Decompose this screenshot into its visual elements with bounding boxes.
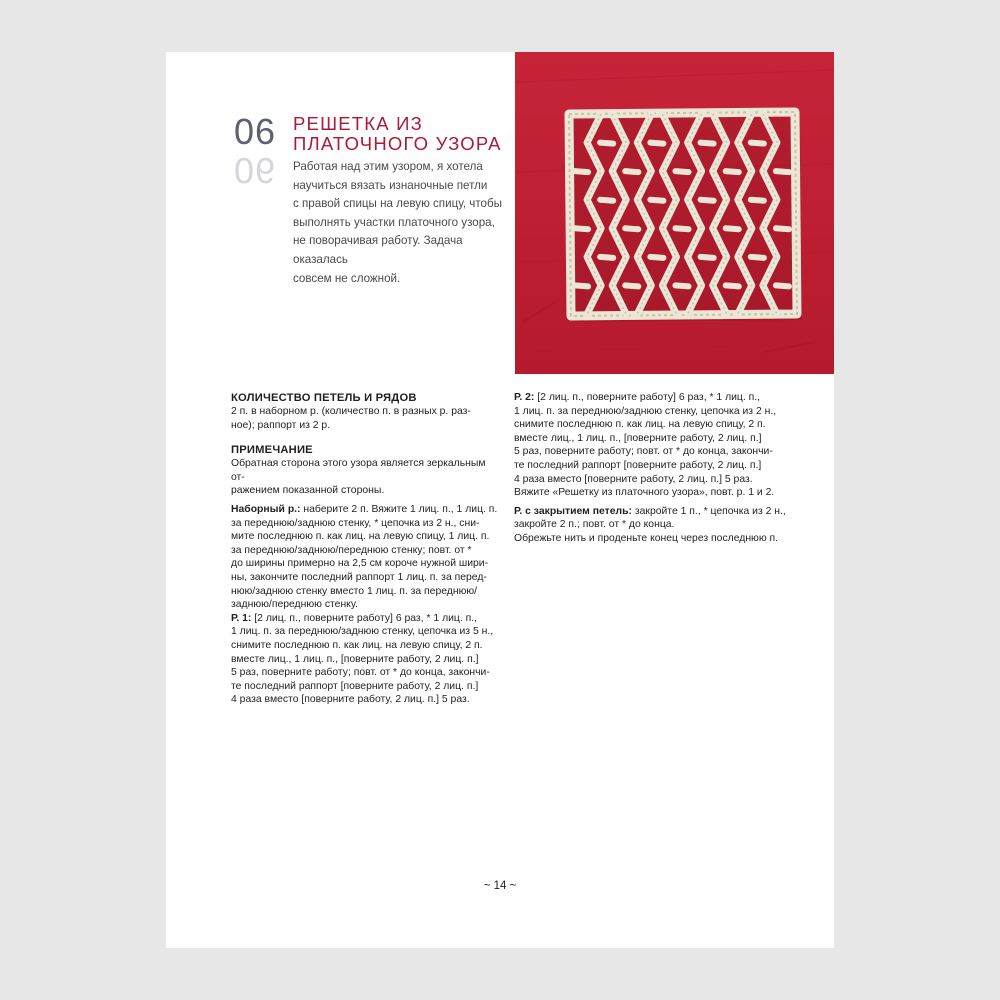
text-line: Обратная сторона этого узора является зеркальным от- xyxy=(231,458,486,483)
caston-first-line xyxy=(231,503,501,517)
bindoff-first-line xyxy=(514,505,789,519)
intro-line: выполнять участки платочного узора, xyxy=(293,215,495,229)
text-span: [2 лиц. п., поверните работу] 6 раз, * 1 лиц. п., xyxy=(534,392,761,403)
knitted-swatch-photo xyxy=(515,52,834,374)
text-line: 1 лиц. п. за переднюю/заднюю стенку, цепочка из 2 н., xyxy=(514,405,777,417)
text-line: снимите последнюю п. как лиц. на левую спицу, 2 п. xyxy=(231,639,483,651)
text-line: вместе лиц., 1 лиц. п., [поверните работу, 2 лиц. п.] xyxy=(514,432,762,444)
text-line: Вяжите «Решетку из платочного узора», повт. р. 1 и 2. xyxy=(514,487,775,499)
text-span: наберите 2 п. Вяжите 1 лиц. п., 1 лиц. п. xyxy=(300,503,498,515)
text-line: вместе лиц., 1 лиц. п., [поверните работу, 2 лиц. п.] xyxy=(231,653,479,665)
intro-line: не поворачивая работу. Задача оказалась xyxy=(293,234,463,266)
intro-line: научиться вязать изнаночные петли xyxy=(293,178,488,192)
lace-swatch xyxy=(569,112,802,322)
text-line: снимите последнюю п. как лиц. на левую спицу, 2 п. xyxy=(514,419,766,431)
text-span: [2 лиц. п., поверните работу] 6 раз, * 1 лиц. п., xyxy=(251,612,478,624)
swatch-illustration xyxy=(515,52,834,374)
pattern-title xyxy=(293,114,503,154)
text-line: мите последнюю п. как лиц. на левую спицу, 1 лиц. п. xyxy=(231,531,490,543)
row2-first-line xyxy=(514,391,789,405)
instructions-left-column xyxy=(231,391,501,707)
text-line: нюю/заднюю стенку вместо 1 лиц. п. за переднюю/ xyxy=(231,585,478,597)
text-line: 2 п. в наборном р. (количество п. в разных р. раз- xyxy=(231,406,471,417)
text-line: за переднюю/заднюю/переднюю стенку; повт. от * xyxy=(231,544,472,556)
text-line: до ширины примерно на 2,5 см короче нужной шири- xyxy=(231,558,489,570)
intro-line: Работая над этим узором, я хотела xyxy=(293,160,483,173)
bindoff-label: Р. с закрытием петель: xyxy=(514,505,632,517)
text-line: ное); раппорт из 2 р. xyxy=(231,419,331,431)
text-line: 4 раза вместо [поверните работу, 2 лиц. п.] 5 раз. xyxy=(231,694,470,706)
intro-line: совсем не сложной. xyxy=(293,271,401,285)
instructions-right-column xyxy=(514,391,789,546)
title-line-2: ПЛАТОЧНОГО УЗОРА xyxy=(293,133,502,154)
text-line: те последний раппорт [поверните работу, 2 лиц. п.] xyxy=(231,680,479,692)
text-line: 5 раз, поверните работу; повт. от * до конца, закончи- xyxy=(514,446,773,458)
intro-paragraph xyxy=(293,158,508,288)
pattern-number-reflection: 06 xyxy=(234,150,277,191)
text-line: 4 раза вместо [поверните работу, 2 лиц. п.] 5 раз. xyxy=(514,473,753,485)
text-line: ражением показанной стороны. xyxy=(231,485,385,497)
intro-line: с правой спицы на левую спицу, чтобы xyxy=(293,197,502,211)
section-heading-count: КОЛИЧЕСТВО ПЕТЕЛЬ И РЯДОВ xyxy=(231,392,417,404)
text-line: закройте 2 п.; повт. от * до конца. xyxy=(514,519,675,531)
text-span: закройте 1 п., * цепочка из 2 н., xyxy=(631,505,786,517)
pattern-number: 06 xyxy=(234,111,277,152)
section-heading-note: ПРИМЕЧАНИЕ xyxy=(231,444,313,457)
row2-label: Р. 2: xyxy=(514,392,535,403)
page-number: ~ 14 ~ xyxy=(483,880,517,892)
text-line: Обрежьте нить и проденьте конец через последнюю п. xyxy=(514,532,779,544)
text-line: заднюю/переднюю стенку. xyxy=(231,599,358,611)
caston-label: Наборный р.: xyxy=(231,503,301,515)
title-line-1: РЕШЕТКА ИЗ xyxy=(293,113,424,134)
text-line: 5 раз, поверните работу; повт. от * до конца, закончи- xyxy=(231,667,490,679)
text-line: те последний раппорт [поверните работу, 2 лиц. п.] xyxy=(514,459,762,471)
book-page xyxy=(166,52,834,948)
text-line: 1 лиц. п. за переднюю/заднюю стенку, цепочка из 5 н., xyxy=(231,626,494,638)
row1-first-line xyxy=(231,612,501,626)
text-line: за переднюю/заднюю стенку, * цепочка из 2 н., сни- xyxy=(231,517,480,529)
text-line: ны, закончите последний раппорт 1 лиц. п. за перед- xyxy=(231,571,487,583)
row1-label: Р. 1: xyxy=(231,612,252,624)
